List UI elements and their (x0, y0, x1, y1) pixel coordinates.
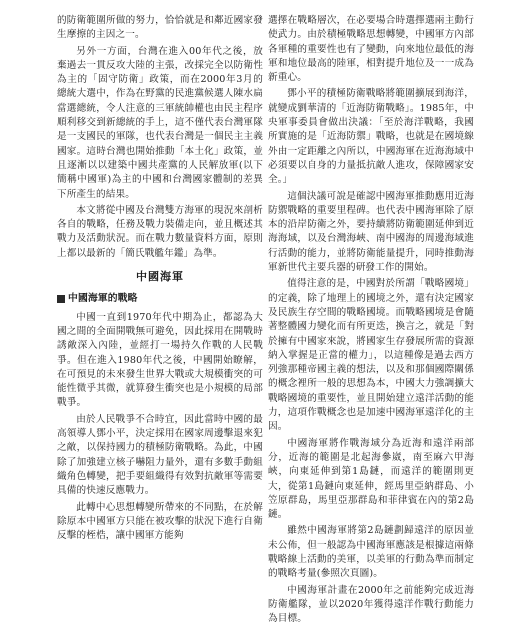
left-column (57, 14, 263, 545)
paragraph: 中國海軍計畫在2000年之前能夠完成近海防衛艦隊，並以2020年獲得遠洋作戰行動能力為目標。 (268, 584, 474, 625)
paragraph: 中國一直到1970年代中期為止，都認為大國之間的全面開戰無可避免，因此採用在開戰時誘敵深入內陸，並經打一場持久作戰的人民戰爭。但在進入1980年代之後，中國開始瞭解，在可預見的未來發生世界大戰或大規模衝突的可能性微乎其微，就算發生衝突也是小規模的局部戰爭。 (57, 311, 263, 409)
paragraph: 值得注意的是，中國對於所謂「戰略國境」的定義，除了地理上的國境之外，還有決定國家及民族生存空間的戰略國境。而戰略國境是會隨著整體國力變化而有所更迭，換言之，就是「對於擁有中國家來說，將國家生存發展所需的資源納入掌握是正當的權力」，以這種像是過去西方列強那種帝國主義的想法，以及和那個國際關係的概念裡所一般的思想為本，中國大力強調擴大戰略國境的重要性，並且開始建立遠洋活動的能力，這項作戰概念也是加速中國海軍遠洋化的主因。 (268, 278, 474, 433)
paragraph: 本文將從中國及台灣雙方海軍的現況來剖析各自的戰略，任務及戰力裝備走向，並且概述其戰力及活動狀況。而在戰力數量資料方面，原則上都以最新的「簡氏戰艦年鑑」為準。 (57, 204, 263, 259)
paragraph: 鄧小平的積極防衛戰略將範圍擴展到海洋，就變成劉華清的「近海防衛戰略」。1985年，中央軍事委員會做出決議：「至於海洋戰略，我國所實施的是「近海防禦」戰略，也就是在國境線外由一定距離之內所以，中國海軍在近海海域中必須要以自身的力量抵抗敵人進攻，保障國家安全。」 (268, 88, 474, 186)
paragraph: 的防衛範圍所做的努力，恰恰就是和鄰近國家發生摩擦的主因之一。 (57, 15, 263, 41)
paragraph: 此轉中心思想轉變所帶來的不同點，在於解除原本中國軍方只能在被攻擊的狀況下進行自衛反擊的桎梏，讓中國軍方能夠 (57, 501, 263, 542)
paragraph: 另外一方面，台灣在進入00年代之後，放棄過去一貫反攻大陸的主張，改採完全以防衛性為主的「固守防衛」政策，而在2000年3月的總統大選中，作為在野黨的民進黨候選人陳水扁當選總統，令人注意的三軍統帥權也由民主程序順利移交到新總統的手上，這不僅代表台灣軍隊是一支國民的軍隊，也代表台灣是一個民主主義國家。這時台灣也開始推動「本土化」政策，並且逐漸以以建築中國共產黨的人民解放軍(以下簡稱中國軍)為主的中國和台灣國家體制的差異下所產生的結果。 (57, 45, 263, 200)
paragraph: 中國海軍將作戰海域分為近海和遠洋兩部分，近海的範圍是北起海參崴，南至麻六甲海峽，向東延伸到第1島鏈，而遠洋的範圍則更大，從第1島鏈向東延伸，經馬里亞納群島、小笠原群島，馬里亞那群島和菲律賓在內的第2島鏈。 (268, 437, 474, 521)
paragraph: 由於人民戰爭不合時宜，因此當時中國的最高領導人鄧小平，決定採用在國家周邊擊退來犯之敵，以保持國力的積極防衛戰略。為此，中國除了加強建立核子嚇阻力量外，還有多數手動組織角色轉變，把手要組織得有效對抗敵軍等需要具備的快速反應戰力。 (57, 413, 263, 497)
section-title: 中國海軍 (136, 270, 184, 284)
paragraph: 雖然中國海軍將第2島鏈劃歸遠洋的原因並未公佈，但一般認為中國海軍應該是根據這兩條戰略線上活動的美軍，以美軍的行動為準而制定的戰略考量(參照次頁圖)。 (268, 525, 474, 580)
paragraph: 選擇在戰略層次，在必要場合時選擇選兩主動行使武力。由於積極戰略思想轉變，中國軍方內部各軍種的重要性也有了變動，向來地位最低的海軍和地位最高的陸軍，相對提升地位及一一成為新重心。 (268, 15, 474, 84)
right-column (268, 14, 474, 628)
sub-heading-text: 中國海軍的戰略 (68, 293, 138, 305)
square-bullet-icon (57, 295, 65, 303)
sub-heading (57, 292, 263, 306)
paragraph: 這個決議可說是確認中國海軍推動應用近海防禦戰略的重要里程碑。也代表中國海軍除了原本的沿岸防衛之外，要持續將防衛範圍延伸到近海海域，以及台灣海峽、南中國海的周邊海域進行活動的能力，並將防衛能量提升，同時推動海軍新世代主要兵器的研發工作的開始。 (268, 190, 474, 274)
